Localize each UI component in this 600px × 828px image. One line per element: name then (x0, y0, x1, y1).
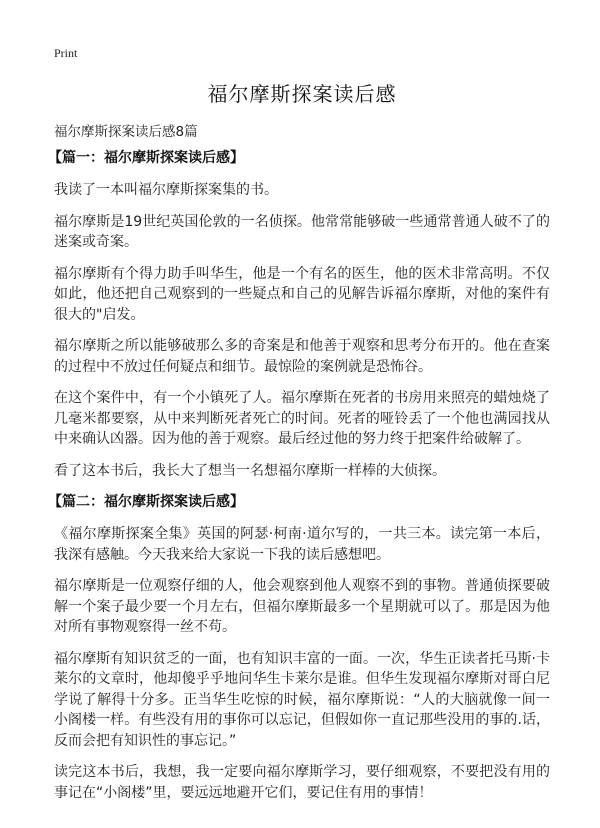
document-title: 福尔摩斯探案读后感 (207, 82, 397, 106)
paragraph: 《福尔摩斯探案全集》英国的阿瑟·柯南·道尔写的，一共三本。读完第一本后，我深有感触。今天我来给大家说一下我的读后感想吧。 (54, 526, 550, 563)
section-2 (48, 492, 550, 803)
paragraph: 我读了一本叫福尔摩斯探案集的书。 (54, 182, 278, 198)
document-subtitle: 福尔摩斯探案读后感8篇 (54, 124, 198, 140)
paragraph: 在这个案件中，有一个小镇死了人。福尔摩斯在死者的书房用来照亮的蜡烛烧了几毫米都要察，从中来判断死者死亡的时间。死者的哑铃丢了一个他也满园找从中来确认凶器。因为他的善于观察。最后经过他的努力终于把案件给破解了。 (54, 390, 550, 447)
paragraph: 福尔摩斯有知识贫乏的一面，也有知识丰富的一面。一次，华生正读者托马斯·卡莱尔的文章时，他却傻乎乎地问华生卡莱尔是谁。但华生发现福尔摩斯对哥白尼学说了解得十分多。正当华生吃惊的时候，福尔摩斯说：“人的大脑就像一间一小阁楼一样。有些没有用的事你可以忘记，但假如你一直记那些没用的事的.话，反而会把有知识性的事忘记。” (54, 650, 550, 749)
paragraph: 福尔摩斯之所以能够破那么多的奇案是和他善于观察和思考分布开的。他在查案的过程中不放过任何疑点和细节。最惊险的案例就是恐怖谷。 (54, 338, 550, 375)
paragraph: 读完这本书后，我想，我一定要向福尔摩斯学习，要仔细观察，不要把没有用的事记在“小阁楼”里，要远远地避开它们，要记住有用的事情！ (54, 764, 550, 801)
paragraph: 福尔摩斯有个得力助手叫华生，他是一个有名的医生，他的医术非常高明。不仅如此，他还把自己观察到的一些疑点和自己的见解告诉福尔摩斯，对他的案件有很大的"启发。 (54, 265, 550, 323)
document-body (48, 148, 550, 814)
section-heading: 【篇一：福尔摩斯探案读后感】 (48, 150, 244, 166)
print-link[interactable]: Print (54, 46, 78, 60)
section-1 (48, 148, 550, 481)
paragraph: 看了这本书后，我长大了想当一名想福尔摩斯一样棒的大侦探。 (54, 462, 446, 479)
section-heading: 【篇二：福尔摩斯探案读后感】 (48, 494, 244, 510)
paragraph: 福尔摩斯是19世纪英国伦敦的一名侦探。他常常能够破一些通常普通人破不了的迷案或奇案。 (54, 213, 550, 250)
paragraph: 福尔摩斯是一位观察仔细的人，他会观察到他人观察不到的事物。普通侦探要破解一个案子最少要一个月左右，但福尔摩斯最多一个星期就可以了。那是因为他对所有事物观察得一丝不苟。 (54, 578, 550, 635)
